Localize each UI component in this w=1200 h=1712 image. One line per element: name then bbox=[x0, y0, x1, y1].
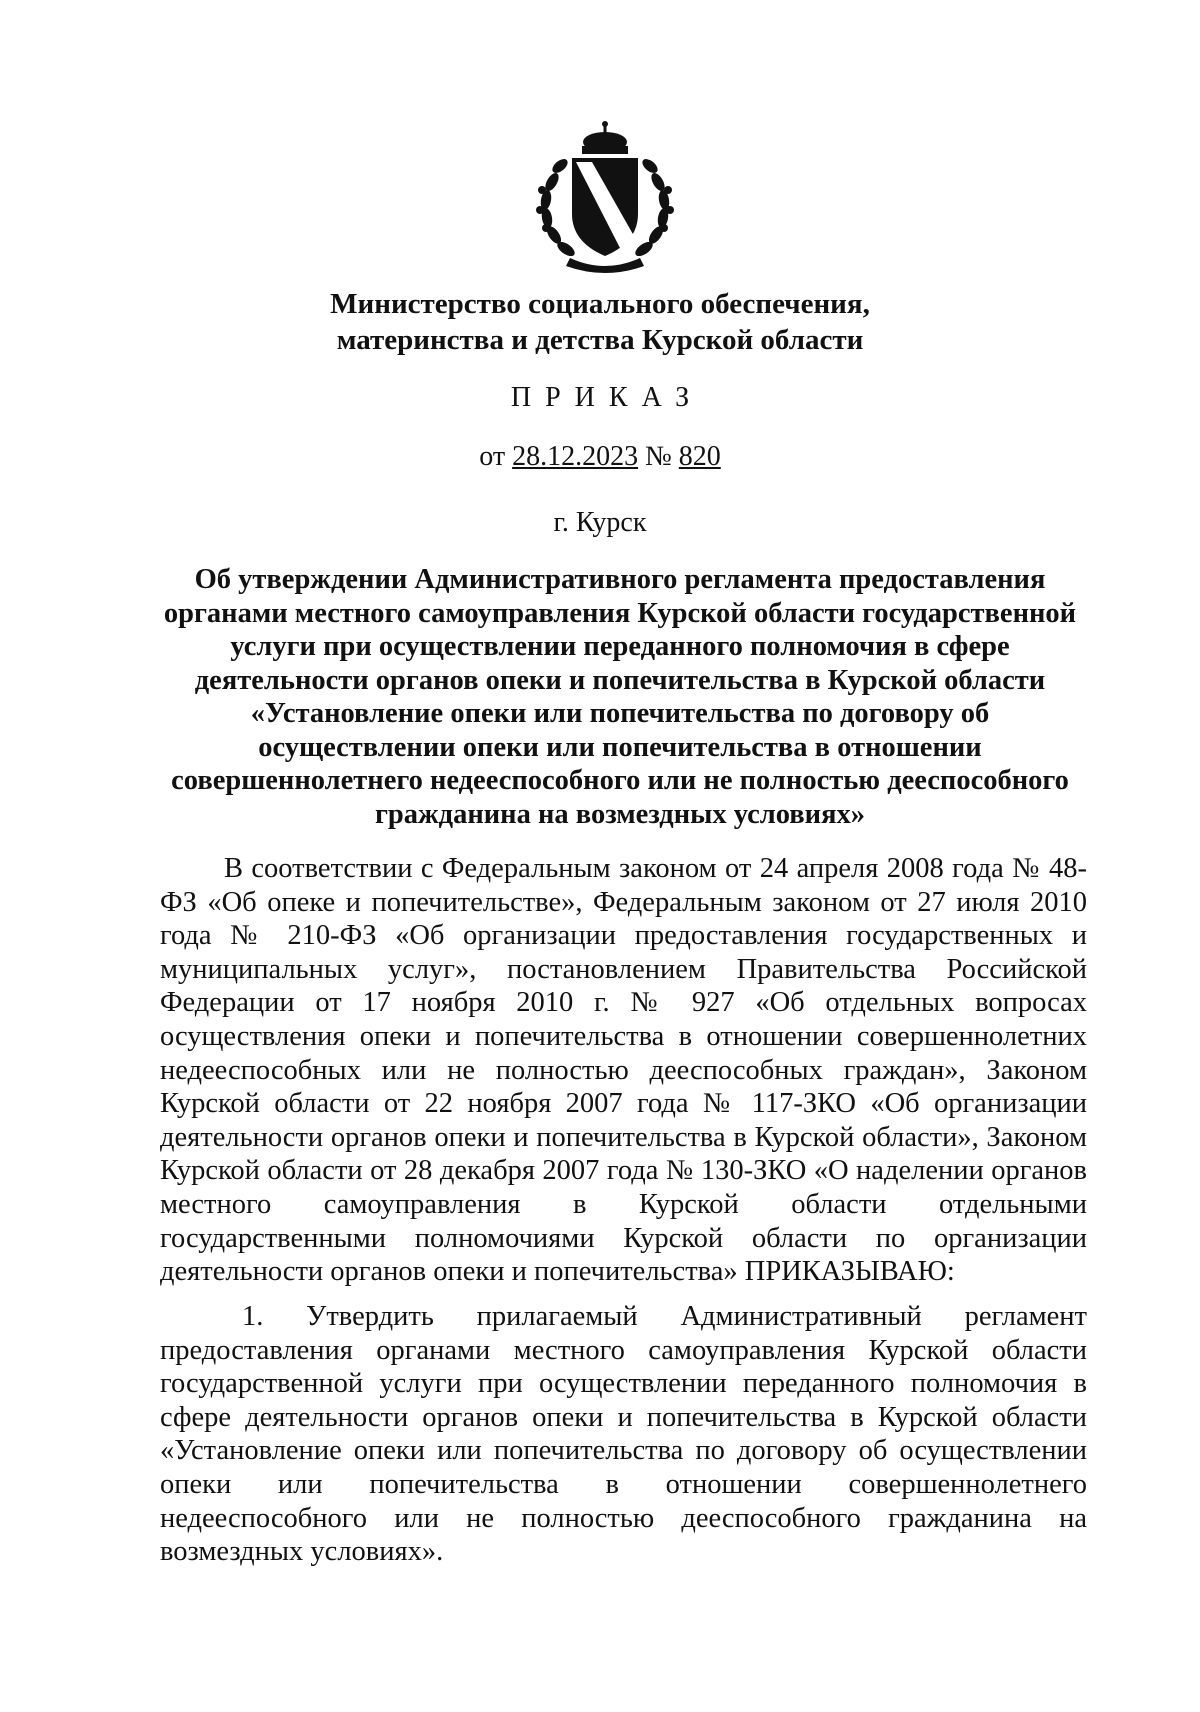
preamble-text: В соответствии с Федеральным законом от 24 апреля 2008 года № 48-ФЗ «Об опеке и попечительстве», Федеральным законом от 27 июля 2010 года № 210-ФЗ «Об организации предоставления государственных и муниципальных услуг», постановлением Правительства Российской Федерации от 17 ноября 2010 г. № 927 «Об отдельных вопросах осуществления опеки и попечительства в отношении совершеннолетних недееспособных или не полностью дееспособных граждан», Законом Курской области от 22 ноября 2007 года № 117-ЗКО «Об организации деятельности органов опеки и попечительства в Курской области», Законом Курской области от 28 декабря 2007 года № 130-ЗКО «О наделении органов местного самоуправления в Курской области отдельными государственными полномочиями Курской области по организации деятельности органов опеки и попечительства» bbox=[160, 853, 1087, 1288]
city: г. Курск bbox=[553, 507, 647, 538]
date-prefix: от bbox=[479, 441, 506, 472]
order-date-line bbox=[0, 441, 1200, 473]
kursk-coat-of-arms-icon bbox=[530, 118, 680, 278]
preamble-paragraph bbox=[160, 852, 1087, 1289]
order-title: ПРИКАЗ bbox=[510, 382, 704, 413]
ministry-name bbox=[0, 286, 1200, 358]
directive-word: ПРИКАЗЫВАЮ: bbox=[744, 1256, 955, 1288]
ministry-line-2: материнства и детства Курской области bbox=[336, 324, 864, 356]
order-date: 28.12.2023 bbox=[512, 441, 639, 472]
ministry-line-1: Министерство социального обеспечения, bbox=[330, 288, 870, 320]
item-1-paragraph: 1. Утвердить прилагаемый Административный регламент предоставления органами местного самоуправления Курской области государственной услуги при осуществлении переданного полномочия в сфере деятельности органов опеки и попечительства в Курской области «Установление опеки или попечительства по договору об осуществлении опеки или попечительства в отношении совершеннолетнего недееспособного или не полностью дееспособного гражданина на возмездных условиях». bbox=[160, 1301, 1087, 1568]
order-subject-title: Об утверждении Административного регламента предоставления органами местного самоуправления Курской области государственной услуги при осуществлении переданного полномочия в сфере деятельности органов опеки и попечительства в Курской области «Установление опеки или попечительства по договору об осуществлении опеки или попечительства в отношении совершеннолетнего недееспособного или не полностью дееспособного гражданина на возмездных условиях» bbox=[163, 564, 1077, 830]
order-number: 820 bbox=[678, 441, 721, 472]
number-sign: № bbox=[645, 441, 672, 472]
